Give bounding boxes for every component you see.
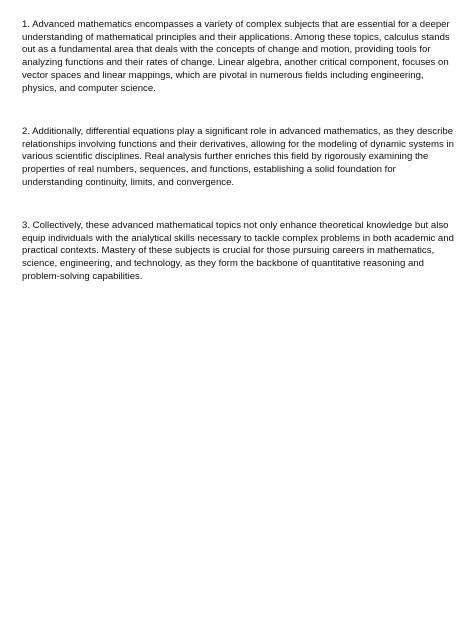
paragraph-2: 2. Additionally, differential equations play a significant role in advanced mathematics, as they describe relationships involving functions and their derivatives, allowing for the modeling of dynamic systems in various scientific disciplines. Real analysis further enriches this field by rigorously examining the properties of real numbers, sequences, and functions, establishing a solid foundation for understanding continuity, limits, and convergence. xyxy=(22,126,454,188)
paragraph-3: 3. Collectively, these advanced mathematical topics not only enhance theoretical knowledge but also equip individuals with the analytical skills necessary to tackle complex problems in both academic and practical contexts. Mastery of these subjects is crucial for those pursuing careers in mathematics, science, engineering, and technology, as they form the backbone of quantitative reasoning and problem-solving capabilities. xyxy=(22,220,454,282)
paragraph-1: 1. Advanced mathematics encompasses a variety of complex subjects that are essential for a deeper understanding of mathematical principles and their applications. Among these topics, calculus stands out as a fundamental area that deals with the concepts of change and motion, providing tools for analyzing functions and their rates of change. Linear algebra, another critical component, focuses on vector spaces and linear mappings, which are pivotal in numerous fields including engineering, physics, and computer science. xyxy=(22,19,450,94)
